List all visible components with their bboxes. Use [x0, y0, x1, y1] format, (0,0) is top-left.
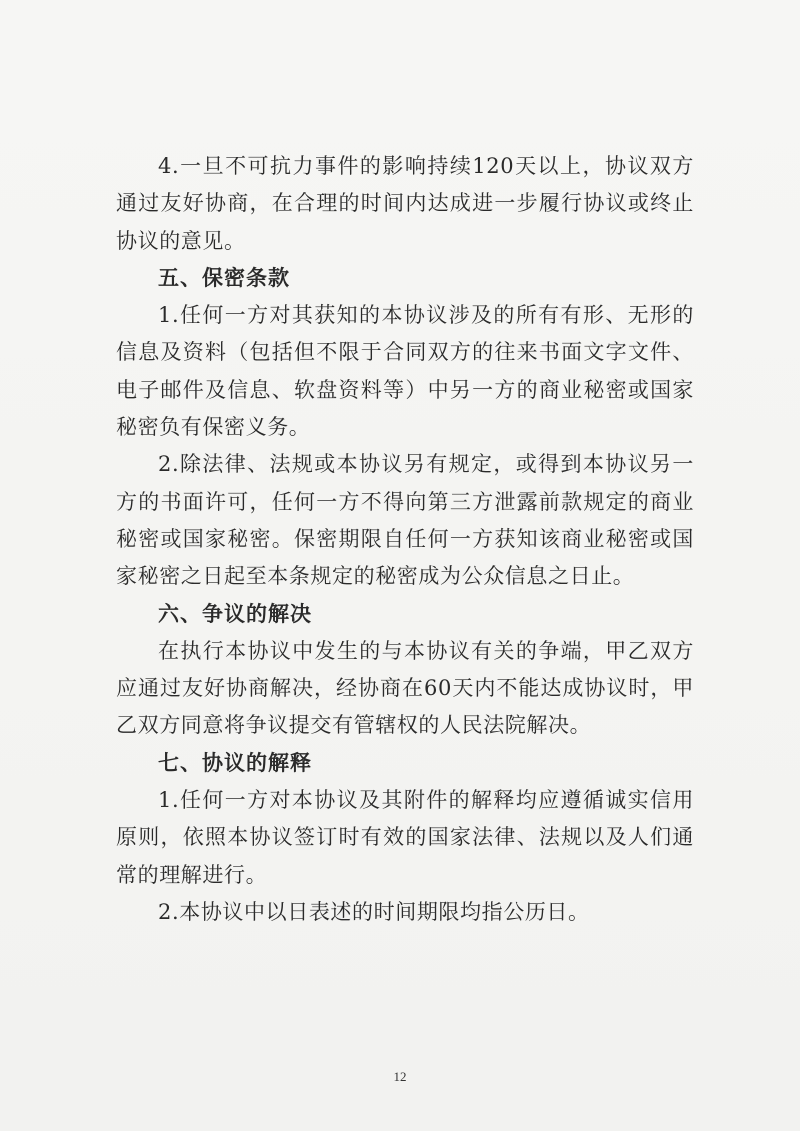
- paragraph-confidentiality-2: 2.除法律、法规或本协议另有规定，或得到本协议另一方的书面许可，任何一方不得向第三方泄露前款规定的商业秘密或国家秘密。保密期限自任何一方获知该商业秘密或国家秘密之日起至本条规定的秘密成为公众信息之日止。: [116, 452, 694, 589]
- document-body: [116, 148, 694, 931]
- page-number: 12: [393, 1069, 407, 1084]
- paragraph-interpretation-2: 2.本协议中以日表述的时间期限均指公历日。: [158, 899, 590, 924]
- paragraph-dispute-resolution: 在执行本协议中发生的与本协议有关的争端，甲乙双方应通过友好协商解决，经协商在60天内不能达成协议时，甲乙双方同意将争议提交有管辖权的人民法院解决。: [116, 638, 694, 738]
- section-heading-confidentiality: 五、保密条款: [158, 265, 290, 290]
- paragraph-interpretation-1: 1.任何一方对本协议及其附件的解释均应遵循诚实信用原则，依照本协议签订时有效的国家法律、法规以及人们通常的理解进行。: [116, 788, 694, 887]
- section-heading-dispute-resolution: 六、争议的解决: [158, 601, 312, 626]
- section-heading-interpretation: 七、协议的解释: [158, 750, 312, 775]
- paragraph-confidentiality-1: 1.任何一方对其获知的本协议涉及的所有有形、无形的信息及资料（包括但不限于合同双方的往来书面文字文件、电子邮件及信息、软盘资料等）中另一方的商业秘密或国家秘密负有保密义务。: [116, 303, 694, 440]
- paragraph-force-majeure-4: 4.一旦不可抗力事件的影响持续120天以上，协议双方通过友好协商，在合理的时间内达成进一步履行协议或终止协议的意见。: [116, 154, 694, 253]
